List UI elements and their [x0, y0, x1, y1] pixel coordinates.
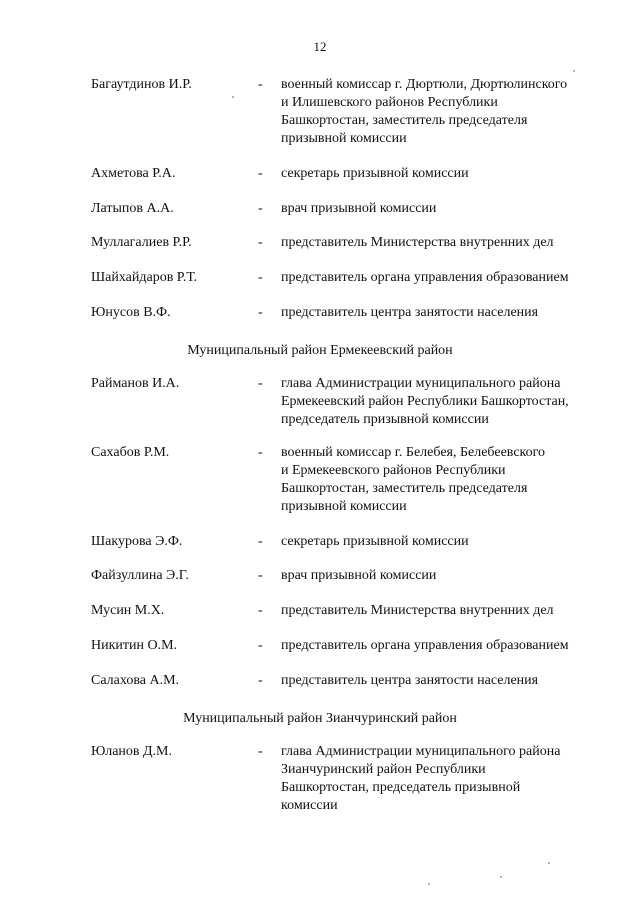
member-role: представитель центра занятости населения [281, 673, 539, 688]
member-name: Багаутдинов И.Р. [91, 77, 192, 92]
member-name: Файзуллина Э.Г. [91, 568, 189, 583]
member-role: военный комиссар г. Белебея, Белебеевского и Ермекеевского районов Республики Башкортостан, заместитель председателя призывной комиссии [281, 445, 546, 514]
member-role: глава Администрации муниципального района Зианчуринский район Республики Башкортостан, председатель призывной комиссии [281, 744, 561, 813]
member-name: Юнусов В.Ф. [91, 305, 171, 320]
member-role: врач призывной комиссии [281, 201, 437, 216]
dash-separator: - [258, 534, 263, 549]
member-name: Салахова А.М. [91, 673, 180, 688]
dash-separator: - [258, 201, 263, 216]
member-name: Юланов Д.М. [91, 744, 173, 759]
dash-separator: - [258, 235, 263, 250]
scan-speck [428, 883, 430, 885]
member-name: Шакурова Э.Ф. [91, 534, 183, 549]
member-name: Муллагалиев Р.Р. [91, 235, 192, 250]
member-role: секретарь призывной комиссии [281, 166, 469, 181]
scan-speck [573, 70, 575, 72]
member-role: секретарь призывной комиссии [281, 534, 469, 549]
member-role: врач призывной комиссии [281, 568, 437, 583]
section-title: Муниципальный район Зианчуринский район [183, 711, 457, 726]
dash-separator: - [258, 166, 263, 181]
member-name: Райманов И.А. [91, 376, 180, 391]
member-name: Ахметова Р.А. [91, 166, 176, 181]
dash-separator: - [258, 603, 263, 618]
scan-speck [548, 862, 550, 864]
member-role: представитель центра занятости населения [281, 305, 539, 320]
dash-separator: - [258, 744, 263, 759]
member-name: Шайхайдаров Р.Т. [91, 270, 197, 285]
member-role: военный комиссар г. Дюртюли, Дюртюлинского и Илишевского районов Республики Башкортостан, заместитель председателя призывной комиссии [281, 77, 568, 146]
member-role: представитель Министерства внутренних дел [281, 603, 554, 618]
scan-speck [232, 96, 234, 98]
member-name: Мусин М.Х. [91, 603, 165, 618]
dash-separator: - [258, 270, 263, 285]
dash-separator: - [258, 673, 263, 688]
member-role: представитель Министерства внутренних дел [281, 235, 554, 250]
member-name: Сахабов Р.М. [91, 445, 170, 460]
dash-separator: - [258, 445, 263, 460]
member-name: Никитин О.М. [91, 638, 178, 653]
page-number: 12 [313, 39, 327, 54]
member-role: представитель органа управления образованием [281, 638, 569, 653]
dash-separator: - [258, 638, 263, 653]
scan-speck [500, 876, 502, 878]
section-title: Муниципальный район Ермекеевский район [187, 343, 453, 358]
dash-separator: - [258, 376, 263, 391]
dash-separator: - [258, 568, 263, 583]
member-name: Латыпов А.А. [91, 201, 174, 216]
member-role: глава Администрации муниципального района Ермекеевский район Республики Башкортостан, председатель призывной комиссии [281, 376, 569, 427]
dash-separator: - [258, 77, 263, 92]
dash-separator: - [258, 305, 263, 320]
member-role: представитель органа управления образованием [281, 270, 569, 285]
